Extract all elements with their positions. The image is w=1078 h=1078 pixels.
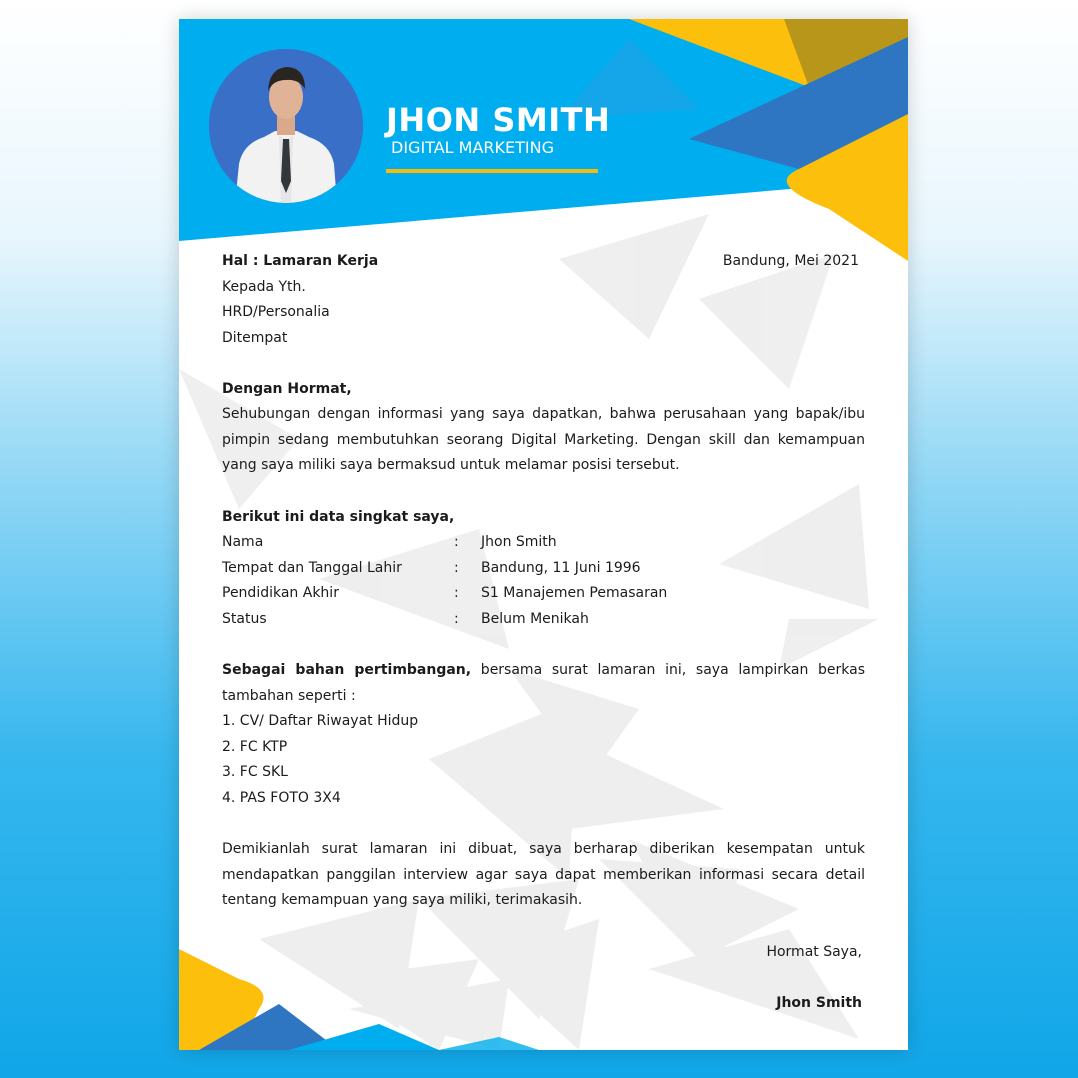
data-heading: Berikut ini data singkat saya, (222, 509, 455, 525)
cover-letter-page (179, 19, 908, 1050)
data-label: Tempat dan Tanggal Lahir (222, 560, 402, 576)
consideration-text: bersama surat lamaran ini, saya lampirkan berkas tambahan seperti : (222, 662, 865, 704)
applicant-name-title: JHON SMITH (386, 101, 611, 139)
greeting: Dengan Hormat, (222, 381, 352, 397)
attachment-item: 1. CV/ Daftar Riwayat Hidup (222, 713, 419, 729)
title-underline (386, 169, 598, 173)
applicant-role: DIGITAL MARKETING (391, 138, 554, 157)
data-value: Jhon Smith (481, 534, 557, 550)
profile-photo (209, 49, 363, 203)
intro-paragraph: Sehubungan dengan informasi yang saya dapatkan, bahwa perusahaan yang bapak/ibu pimpin sedang membutuhkan seorang Digital Marketing. Dengan skill dan kemampuan yang saya miliki saya bermaksud untuk melamar posisi tersebut. (222, 406, 865, 474)
consideration-lead: Sebagai bahan pertimbangan, (222, 662, 472, 678)
letter-subject: Hal : Lamaran Kerja (222, 253, 379, 269)
data-label: Status (222, 611, 267, 627)
data-label: Pendidikan Akhir (222, 585, 339, 601)
data-separator: : (454, 534, 459, 550)
data-value: S1 Manajemen Pemasaran (481, 585, 668, 601)
data-label: Nama (222, 534, 264, 550)
data-value: Belum Menikah (481, 611, 589, 627)
data-separator: : (454, 585, 459, 601)
attachment-item: 4. PAS FOTO 3X4 (222, 790, 341, 806)
regards: Hormat Saya, (766, 944, 862, 960)
recipient-line: Kepada Yth. (222, 279, 306, 295)
consideration-paragraph (222, 658, 865, 709)
data-value: Bandung, 11 Juni 1996 (481, 560, 641, 576)
recipient-line: Ditempat (222, 330, 288, 346)
attachment-item: 3. FC SKL (222, 764, 288, 780)
recipient-line: HRD/Personalia (222, 304, 330, 320)
data-separator: : (454, 560, 459, 576)
letter-date: Bandung, Mei 2021 (722, 253, 859, 269)
signature-name: Jhon Smith (776, 995, 862, 1011)
closing-paragraph: Demikianlah surat lamaran ini dibuat, saya berharap diberikan kesempatan untuk mendapatkan panggilan interview agar saya dapat memberikan informasi secara detail tentang kemampuan yang saya miliki, terimakasih. (222, 841, 865, 909)
attachment-item: 2. FC KTP (222, 739, 288, 755)
data-separator: : (454, 611, 459, 627)
